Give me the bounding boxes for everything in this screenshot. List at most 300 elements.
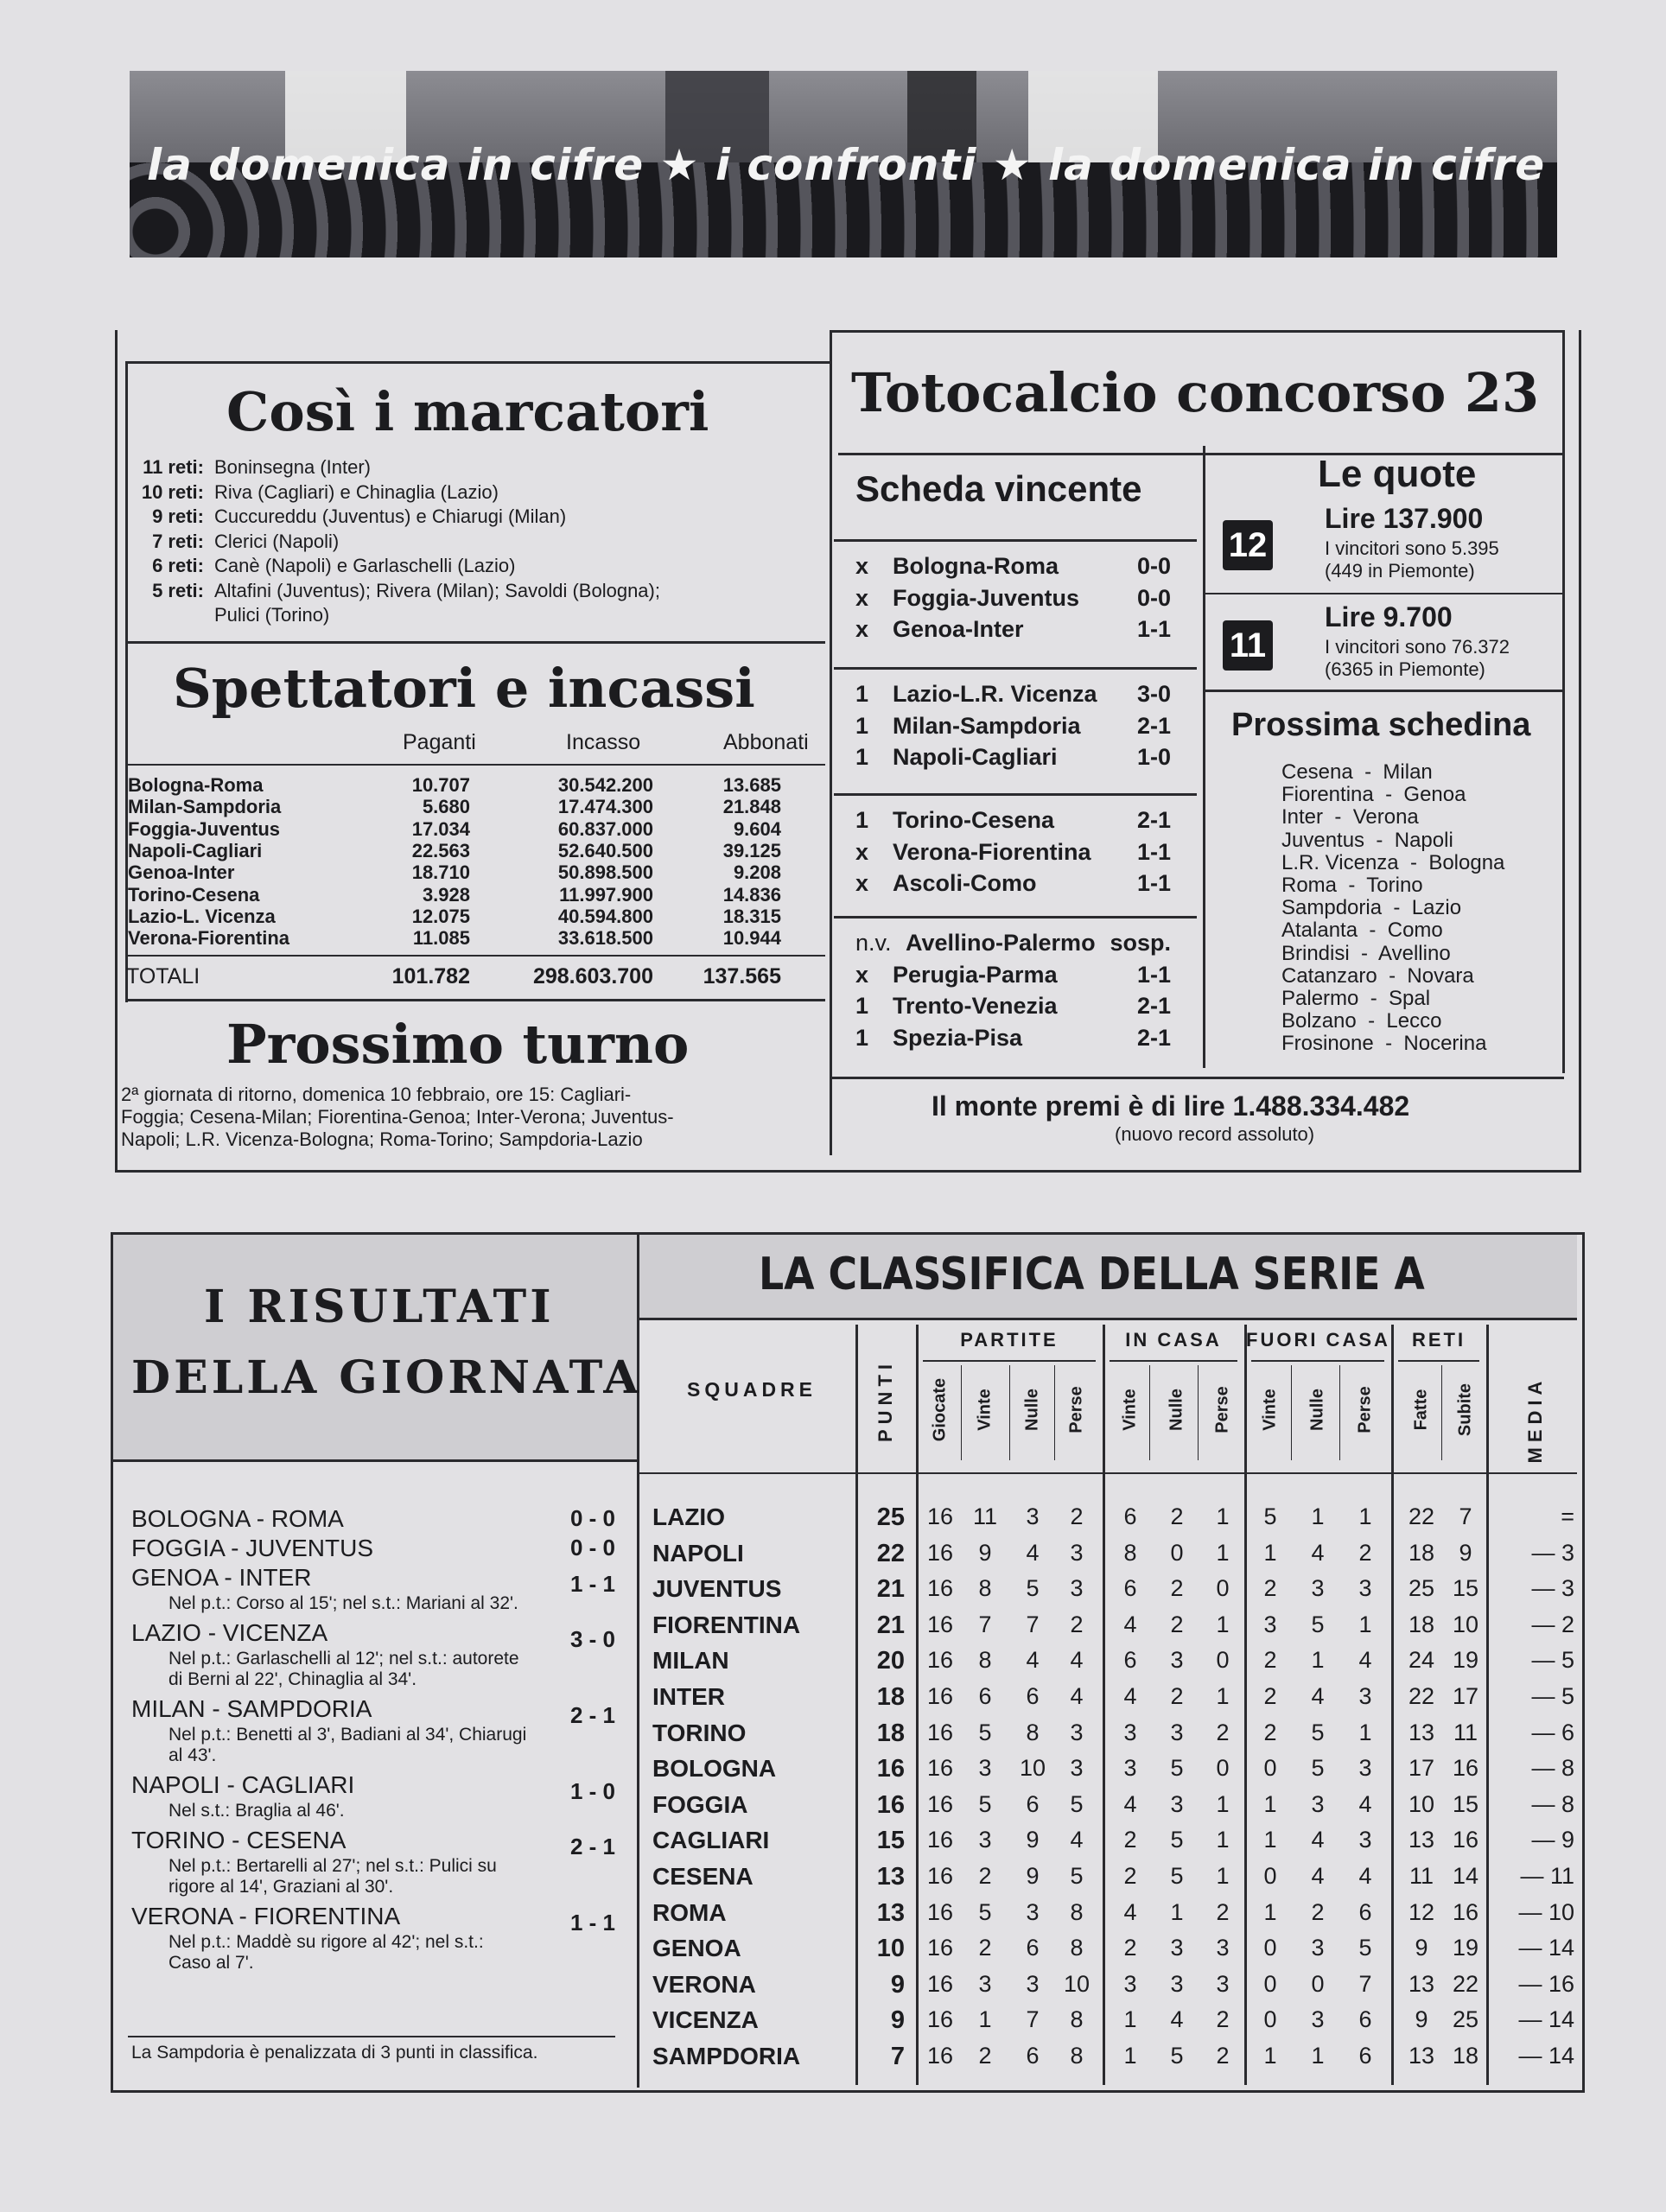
team-stat: 3: [1311, 1575, 1325, 1602]
team-media: — 5: [1531, 1683, 1574, 1709]
team-stat: 3: [1311, 1935, 1325, 1961]
team-stat: 4: [1311, 1863, 1325, 1889]
team-stat: 0: [1263, 1863, 1277, 1889]
badge-12: 12: [1223, 520, 1273, 570]
team-stat: 16: [926, 1827, 954, 1853]
divider: [1198, 1365, 1199, 1460]
team-name: SAMPDORIA: [652, 2043, 801, 2069]
scheda-match: Spezia-Pisa: [893, 1024, 1023, 1051]
team-stat: 3: [1026, 1503, 1040, 1529]
spettatori-incasso: 52.640.500: [557, 839, 653, 861]
team-stat: 15: [1452, 1575, 1479, 1602]
subcol-label: Perse: [1066, 1386, 1086, 1433]
subcol-label: Subite: [1455, 1382, 1475, 1437]
team-stat: 4: [1170, 2006, 1184, 2033]
group-1: IN CASA: [1125, 1329, 1222, 1351]
team-stat: 8: [1070, 1898, 1084, 1925]
team-media: — 6: [1531, 1719, 1574, 1745]
team-stat: 2: [1170, 1575, 1184, 1602]
group-2: FUORI CASA: [1246, 1329, 1390, 1351]
team-points: 13: [876, 1898, 905, 1927]
subcol-label: Nulle: [1022, 1389, 1042, 1431]
team-stat: 13: [1408, 1970, 1435, 1997]
team-stat: 11: [1453, 1719, 1478, 1745]
scheda-sign: 1: [855, 744, 869, 770]
schedina-home: Inter: [1281, 805, 1324, 830]
match-teams: GENOA - INTER: [131, 1564, 312, 1591]
marcatori-label: 10 reti:: [141, 480, 204, 503]
team-name: VERONA: [652, 1970, 756, 1998]
team-stat: 4: [1123, 1611, 1137, 1637]
scheda-sign: 1: [855, 681, 869, 707]
team-stat: 3: [1170, 1790, 1184, 1817]
quote-11-winners: I vincitori sono 76.372: [1325, 636, 1510, 658]
schedina-home: Atalanta: [1281, 918, 1358, 943]
team-stat: 3: [1358, 1827, 1372, 1853]
team-points: 7: [890, 2043, 905, 2070]
team-media: — 3: [1531, 1575, 1574, 1602]
match-teams: TORINO - CESENA: [131, 1827, 347, 1853]
scheda-sign: x: [855, 870, 869, 896]
team-media: — 14: [1518, 2006, 1574, 2033]
team-stat: 16: [926, 1539, 954, 1566]
scheda-score: 1-1: [1136, 616, 1171, 642]
prossimo-turno-line-3: Napoli; L.R. Vicenza-Bologna; Roma-Torino; Sampdoria-Lazio: [121, 1128, 643, 1150]
team-media: — 5: [1531, 1647, 1574, 1674]
divider: [1398, 1360, 1479, 1362]
marcatori-label: 5 reti:: [152, 579, 204, 601]
team-points: 16: [876, 1755, 905, 1783]
team-stat: 6: [1026, 1790, 1040, 1817]
divider: [1103, 1325, 1105, 2085]
team-stat: 5: [1070, 1790, 1084, 1817]
marcatori-label: 7 reti:: [152, 530, 204, 552]
team-stat: 18: [1452, 2043, 1479, 2069]
spettatori-paganti: 11.085: [412, 927, 470, 950]
schedina-dash: -: [1358, 987, 1389, 1010]
team-stat: 1: [1216, 1611, 1230, 1637]
schedina-dash: -: [1373, 1032, 1404, 1056]
divider: [1054, 1365, 1055, 1460]
schedina-away: Nocerina: [1403, 1032, 1487, 1056]
team-media: — 8: [1531, 1755, 1574, 1782]
scheda-score: 0-0: [1136, 584, 1171, 611]
team-stat: 8: [978, 1575, 992, 1602]
team-stat: 3: [1170, 1935, 1184, 1961]
team-stat: 5: [1358, 1935, 1372, 1961]
schedina-home: Juventus: [1281, 828, 1365, 852]
team-stat: 1: [978, 2006, 992, 2033]
team-stat: 1: [1216, 1863, 1230, 1889]
team-stat: 25: [1452, 2006, 1479, 2033]
team-stat: 5: [1311, 1611, 1325, 1637]
scheda-match: Perugia-Parma: [893, 961, 1058, 988]
team-stat: 4: [1358, 1647, 1372, 1674]
team-stat: 2: [978, 1935, 992, 1961]
team-stat: 4: [1123, 1898, 1137, 1925]
match-scorers: Nel p.t.: Bertarelli al 27'; nel s.t.: Pulici su: [169, 1856, 497, 1876]
team-stat: 0: [1263, 1970, 1277, 1997]
team-stat: 16: [926, 1683, 954, 1709]
team-stat: 3: [1123, 1970, 1137, 1997]
subcol-label: Giocate: [930, 1377, 950, 1442]
risultati-title-2: DELLA GIORNATA: [131, 1351, 642, 1404]
match-scorers: Nel p.t.: Benetti al 3', Badiani al 34', Chiarugi: [169, 1725, 527, 1745]
spettatori-match: Genoa-Inter: [128, 861, 235, 884]
team-stat: 3: [1123, 1719, 1137, 1745]
spettatori-match: Torino-Cesena: [128, 883, 260, 906]
team-stat: 11: [972, 1503, 998, 1529]
schedina-home: Brindisi: [1281, 941, 1350, 965]
team-media: — 9: [1531, 1827, 1574, 1853]
badge-11: 11: [1223, 620, 1273, 671]
schedina-dash: -: [1398, 850, 1429, 874]
team-stat: 0: [1216, 1755, 1230, 1782]
match-scorers: Nel s.t.: Braglia al 46'.: [169, 1801, 345, 1821]
team-stat: 4: [1311, 1539, 1325, 1566]
team-media: — 14: [1518, 1935, 1574, 1961]
spettatori-abbonati: 9.208: [733, 861, 781, 884]
quote-12-piemonte: (449 in Piemonte): [1325, 560, 1475, 582]
team-media: — 16: [1518, 1970, 1574, 1997]
divider: [1441, 1365, 1442, 1460]
match-teams: FOGGIA - JUVENTUS: [131, 1535, 374, 1561]
team-stat: 9: [1415, 2006, 1428, 2033]
scheda-match: Milan-Sampdoria: [893, 712, 1081, 739]
team-stat: 1: [1216, 1827, 1230, 1853]
scheda-score: 2-1: [1136, 807, 1171, 833]
team-stat: 5: [978, 1898, 992, 1925]
team-stat: 16: [1452, 1827, 1479, 1853]
team-stat: 2: [1123, 1935, 1137, 1961]
team-stat: 3: [1358, 1575, 1372, 1602]
team-media: — 11: [1520, 1863, 1574, 1889]
totali-label: TOTALI: [126, 964, 200, 988]
team-stat: 5: [1170, 2043, 1184, 2069]
team-stat: 4: [1070, 1827, 1084, 1853]
team-name: INTER: [652, 1683, 725, 1710]
team-media: =: [1561, 1503, 1574, 1529]
match-teams: MILAN - SAMPDORIA: [131, 1695, 372, 1722]
team-stat: 8: [1026, 1719, 1040, 1745]
col-header-incasso: Incasso: [566, 730, 641, 754]
marcatori-label: 6 reti:: [152, 555, 204, 576]
team-name: TORINO: [652, 1719, 747, 1746]
team-stat: 16: [926, 1935, 954, 1961]
team-stat: 17: [1452, 1683, 1479, 1709]
group-3: RETI: [1411, 1329, 1466, 1351]
team-points: 25: [876, 1503, 905, 1531]
schedina-home: Cesena: [1281, 760, 1353, 784]
team-stat: 2: [1070, 1503, 1084, 1529]
divider: [961, 1365, 962, 1460]
divider: [855, 1325, 858, 2085]
team-stat: 0: [1311, 1970, 1325, 1997]
team-stat: 1: [1263, 1539, 1277, 1566]
team-stat: 16: [926, 1503, 954, 1529]
schedina-home: Sampdoria: [1281, 896, 1383, 920]
team-stat: 16: [926, 1647, 954, 1674]
squadre-label: SQUADRE: [687, 1378, 817, 1401]
team-stat: 9: [1026, 1827, 1040, 1853]
team-media: — 3: [1531, 1539, 1574, 1566]
schedina-home: Roma: [1281, 874, 1338, 897]
team-name: LAZIO: [652, 1503, 725, 1530]
team-stat: 3: [1026, 1898, 1040, 1925]
schedina-home: Bolzano: [1281, 1009, 1357, 1033]
monte-premi-note: (nuovo record assoluto): [1115, 1123, 1315, 1145]
divider: [834, 916, 1197, 918]
spettatori-paganti: 22.563: [411, 839, 470, 861]
scheda-match: Genoa-Inter: [893, 616, 1024, 642]
team-name: ROMA: [652, 1898, 727, 1926]
team-stat: 2: [1358, 1539, 1372, 1566]
schedina-row: [1281, 829, 1453, 853]
schedina-away: Como: [1387, 918, 1443, 943]
team-stat: 25: [1408, 1575, 1435, 1602]
match-score: 1 - 1: [569, 1571, 615, 1597]
team-stat: 5: [978, 1719, 992, 1745]
team-stat: 24: [1408, 1647, 1435, 1674]
team-stat: 6: [1026, 1935, 1040, 1961]
scheda-score: 1-0: [1136, 744, 1171, 770]
team-stat: 3: [1170, 1719, 1184, 1745]
team-stat: 1: [1170, 1898, 1184, 1925]
team-stat: 16: [926, 1755, 954, 1782]
team-media: — 14: [1518, 2043, 1574, 2069]
schedina-home: Fiorentina: [1281, 783, 1374, 807]
team-stat: 1: [1311, 2043, 1325, 2069]
team-stat: 22: [1408, 1683, 1435, 1709]
team-stat: 10: [1019, 1755, 1046, 1782]
schedina-dash: -: [1373, 783, 1404, 807]
team-stat: 6: [1358, 2043, 1372, 2069]
team-stat: 4: [1358, 1863, 1372, 1889]
schedina-row: [1281, 760, 1433, 785]
team-stat: 5: [1170, 1755, 1184, 1782]
team-stat: 4: [1358, 1790, 1372, 1817]
team-points: 21: [876, 1575, 905, 1604]
col-header-abbonati: Abbonati: [723, 730, 809, 754]
team-stat: 8: [1123, 1539, 1137, 1566]
marcatori-label: 9 reti:: [152, 505, 204, 527]
schedina-dash: -: [1337, 874, 1367, 897]
marcatori-text: Boninsegna (Inter): [214, 456, 371, 478]
team-stat: 1: [1358, 1611, 1372, 1637]
team-stat: 3: [1216, 1970, 1230, 1997]
team-stat: 7: [1358, 1970, 1372, 1997]
team-stat: 11: [1408, 1863, 1434, 1889]
match-score: 0 - 0: [569, 1535, 615, 1560]
team-stat: 4: [1070, 1683, 1084, 1709]
match-teams: LAZIO - VICENZA: [131, 1619, 328, 1646]
scheda-match: Torino-Cesena: [893, 807, 1055, 833]
team-stat: 8: [978, 1647, 992, 1674]
team-media: — 10: [1518, 1898, 1574, 1925]
schedina-away: Napoli: [1394, 828, 1453, 852]
team-stat: 16: [926, 2006, 954, 2033]
team-stat: 7: [978, 1611, 992, 1637]
team-points: 18: [876, 1683, 905, 1711]
subcol-label: Fatte: [1411, 1389, 1431, 1431]
team-stat: 2: [1170, 1611, 1184, 1637]
team-stat: 16: [926, 1863, 954, 1889]
team-stat: 0: [1216, 1647, 1230, 1674]
team-stat: 13: [1408, 1827, 1435, 1853]
schedina-away: Spal: [1389, 987, 1431, 1010]
header-banner: [130, 71, 1557, 257]
team-stat: 16: [926, 1611, 954, 1637]
scheda-sign: x: [855, 961, 869, 988]
team-stat: 22: [1452, 1970, 1479, 1997]
team-stat: 1: [1123, 2043, 1137, 2069]
subcol-label: Perse: [1355, 1386, 1375, 1433]
spettatori-incasso: 17.474.300: [557, 796, 653, 818]
team-stat: 4: [1123, 1790, 1137, 1817]
schedina-away: Torino: [1366, 874, 1423, 897]
scheda-score: 3-0: [1136, 681, 1171, 707]
team-stat: 2: [1263, 1647, 1277, 1674]
divider: [834, 793, 1197, 796]
team-stat: 3: [1070, 1575, 1084, 1602]
schedina-row: [1281, 896, 1461, 920]
team-stat: 19: [1452, 1935, 1479, 1961]
team-stat: 4: [1070, 1647, 1084, 1674]
team-stat: 4: [1123, 1683, 1137, 1709]
divider: [1291, 1365, 1292, 1460]
team-stat: 1: [1123, 2006, 1137, 2033]
team-stat: 5: [1311, 1719, 1325, 1745]
team-stat: 8: [1070, 2043, 1084, 2069]
team-name: MILAN: [652, 1647, 729, 1675]
divider: [1244, 1325, 1247, 2085]
team-stat: 15: [1452, 1790, 1479, 1817]
team-name: VICENZA: [652, 2006, 759, 2034]
scheda-sign: 1: [855, 712, 869, 739]
team-stat: 3: [978, 1827, 992, 1853]
team-stat: 3: [1070, 1539, 1084, 1566]
schedina-away: Verona: [1352, 805, 1419, 830]
team-stat: 1: [1216, 1539, 1230, 1566]
team-stat: 18: [1408, 1539, 1435, 1566]
spettatori-incasso: 60.837.000: [557, 817, 653, 840]
match-score: 0 - 0: [569, 1505, 615, 1531]
team-stat: 3: [1070, 1755, 1084, 1782]
quote-12-amount: Lire 137.900: [1325, 503, 1484, 534]
scheda-sign: x: [855, 616, 869, 642]
team-stat: 2: [1170, 1683, 1184, 1709]
schedina-away: Bologna: [1428, 850, 1505, 874]
match-scorers: di Berni al 22', Chinaglia al 34'.: [169, 1669, 417, 1689]
spettatori-abbonati: 14.836: [722, 883, 781, 906]
match-scorers: Nel p.t.: Corso al 15'; nel s.t.: Mariani al 32'.: [169, 1593, 518, 1613]
scheda-match: Trento-Venezia: [893, 993, 1058, 1019]
schedina-row: [1281, 1032, 1486, 1056]
scheda-match: Ascoli-Como: [893, 870, 1037, 896]
team-points: 16: [876, 1790, 905, 1819]
team-stat: 3: [1263, 1611, 1277, 1637]
scheda-sign: 1: [855, 807, 869, 833]
totali-abbonati: 137.565: [703, 964, 781, 988]
team-stat: 6: [1123, 1503, 1137, 1529]
team-name: GENOA: [652, 1935, 741, 1962]
team-points: 22: [876, 1539, 905, 1567]
team-stat: 18: [1408, 1611, 1435, 1637]
spettatori-match: Milan-Sampdoria: [128, 796, 282, 818]
totali-paganti: 101.782: [391, 964, 470, 988]
scheda-sign: n.v.: [855, 930, 892, 956]
team-stat: 2: [1263, 1719, 1277, 1745]
team-stat: 2: [1263, 1575, 1277, 1602]
subcol-label: Vinte: [1260, 1389, 1280, 1431]
team-points: 21: [876, 1611, 905, 1639]
risultati-footnote: La Sampdoria è penalizzata di 3 punti in classifica.: [131, 2043, 538, 2063]
marcatori-text: Riva (Cagliari) e Chinaglia (Lazio): [214, 480, 499, 503]
spettatori-abbonati: 39.125: [722, 839, 781, 861]
marcatori-label: 11 reti:: [143, 456, 204, 478]
team-stat: 5: [1170, 1827, 1184, 1853]
team-stat: 1: [1216, 1503, 1230, 1529]
team-stat: 2: [1170, 1503, 1184, 1529]
team-stat: 16: [926, 1790, 954, 1817]
team-stat: 2: [1216, 2006, 1230, 2033]
team-stat: 2: [1311, 1898, 1325, 1925]
team-stat: 1: [1263, 1827, 1277, 1853]
team-stat: 6: [978, 1683, 992, 1709]
team-stat: 5: [978, 1790, 992, 1817]
match-scorers: Nel p.t.: Garlaschelli al 12'; nel s.t.: autorete: [169, 1649, 519, 1669]
schedina-away: Novara: [1407, 963, 1474, 988]
team-name: FIORENTINA: [652, 1611, 801, 1638]
team-stat: 9: [1459, 1539, 1472, 1566]
scheda-score: 2-1: [1136, 712, 1171, 739]
scheda-sign: x: [855, 838, 869, 865]
schedina-away: Lazio: [1411, 896, 1462, 920]
media-label: MEDIA: [1524, 1376, 1546, 1464]
quote-12-winners: I vincitori sono 5.395: [1325, 537, 1499, 559]
marcatori-text: Altafini (Juventus); Rivera (Milan); Savoldi (Bologna);: [214, 579, 660, 601]
spettatori-incasso: 30.542.200: [557, 774, 653, 796]
team-media: — 8: [1531, 1790, 1574, 1817]
team-name: JUVENTUS: [652, 1575, 782, 1603]
spettatori-abbonati: 13.685: [722, 774, 781, 796]
divider: [916, 1325, 919, 2085]
group-0: PARTITE: [960, 1329, 1059, 1351]
team-stat: 1: [1311, 1503, 1325, 1529]
team-name: NAPOLI: [652, 1539, 744, 1567]
team-stat: 8: [1070, 2006, 1084, 2033]
team-stat: 10: [1063, 1970, 1091, 1997]
scheda-title: Scheda vincente: [855, 468, 1142, 509]
team-stat: 1: [1263, 2043, 1277, 2069]
spettatori-paganti: 5.680: [422, 796, 470, 818]
team-stat: 13: [1408, 1719, 1435, 1745]
schedina-row: [1281, 918, 1443, 943]
team-name: BOLOGNA: [652, 1755, 777, 1783]
team-stat: 4: [1311, 1827, 1325, 1853]
match-score: 1 - 0: [569, 1778, 615, 1804]
scheda-score: 2-1: [1136, 1024, 1171, 1051]
scheda-match: Lazio-L.R. Vicenza: [893, 681, 1097, 707]
team-stat: 22: [1408, 1503, 1435, 1529]
team-stat: 3: [1170, 1970, 1184, 1997]
team-stat: 17: [1408, 1755, 1435, 1782]
team-stat: 3: [1026, 1970, 1040, 1997]
team-stat: 6: [1026, 1683, 1040, 1709]
team-stat: 5: [1026, 1575, 1040, 1602]
schedina-row: [1281, 964, 1474, 988]
schedina-row: [1281, 851, 1504, 875]
